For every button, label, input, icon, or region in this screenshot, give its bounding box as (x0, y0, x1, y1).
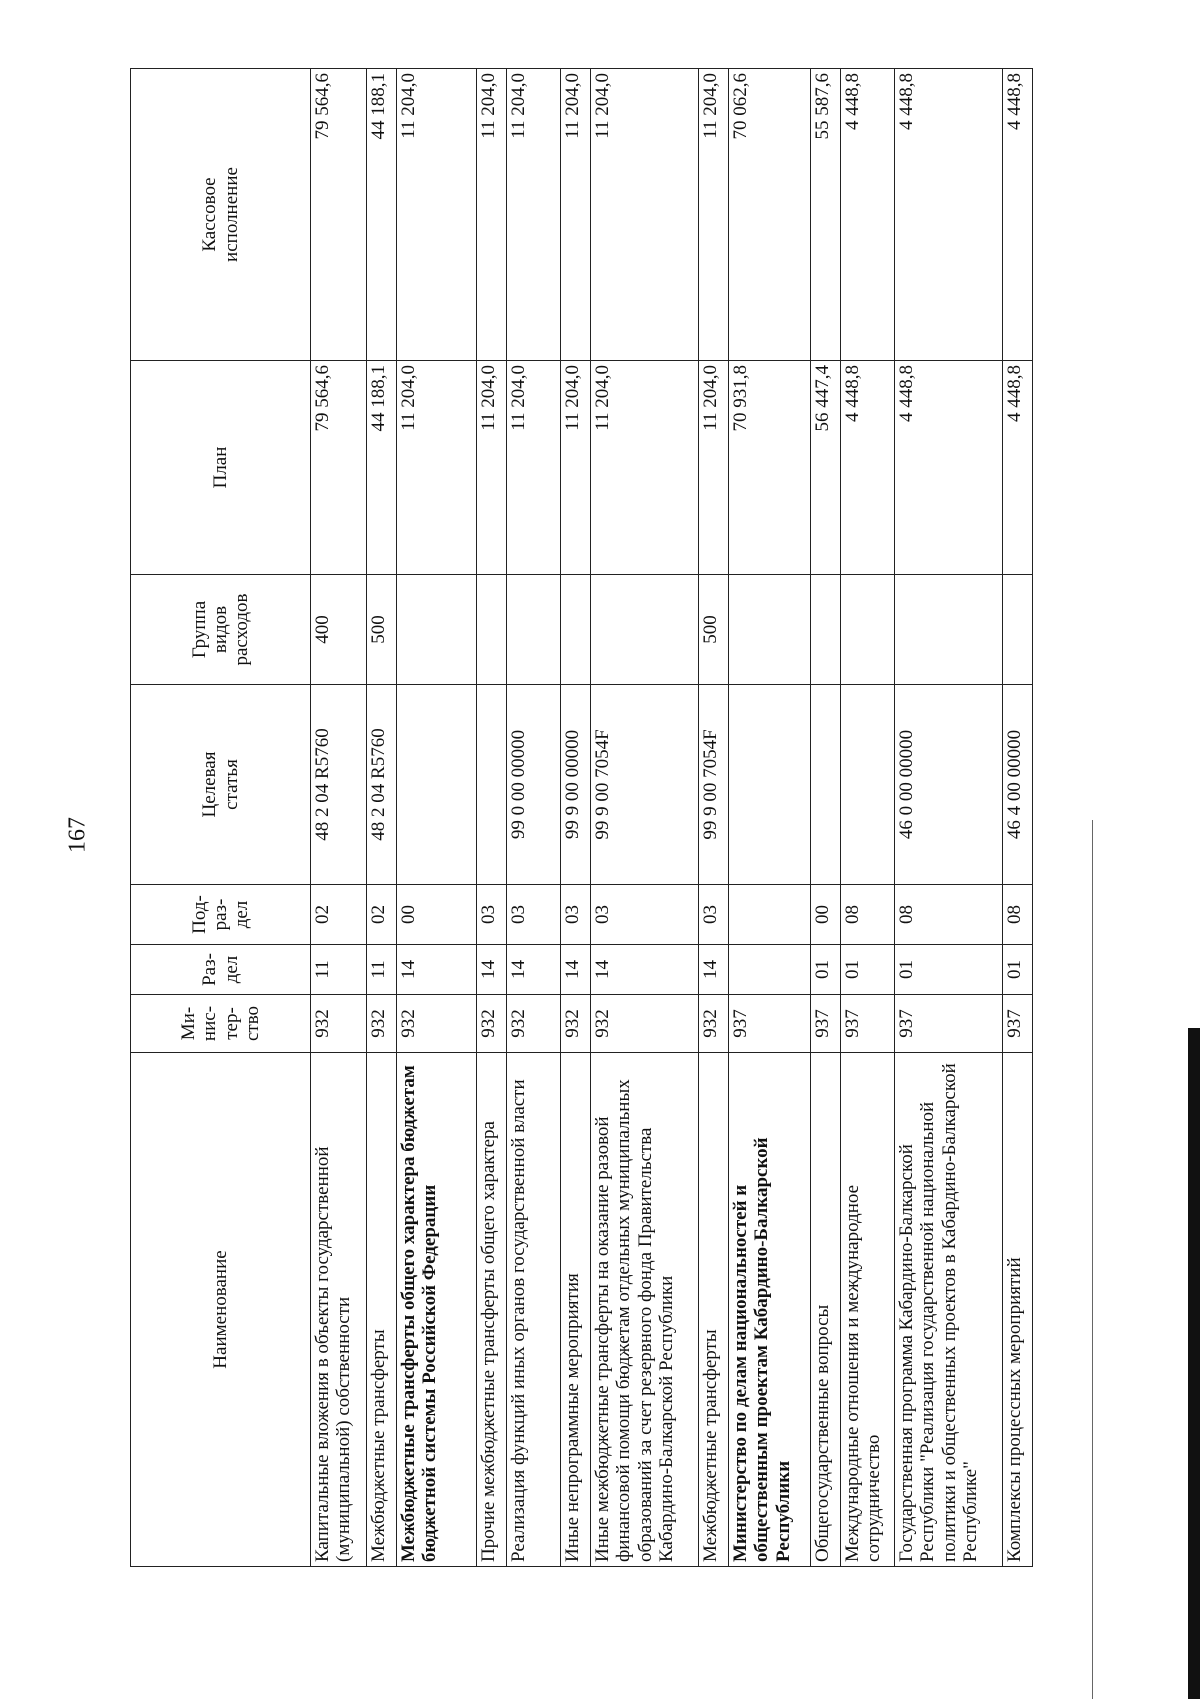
row-group (561, 575, 591, 685)
row-group: 400 (311, 575, 367, 685)
row-ministry: 932 (591, 995, 699, 1053)
row-subsection: 08 (1003, 885, 1033, 945)
row-cash: 55 587,6 (811, 69, 841, 361)
header-name: Наименование (131, 1053, 311, 1567)
row-cash: 11 204,0 (591, 69, 699, 361)
table-row (895, 69, 1003, 1567)
row-name: Комплексы процессных мероприятий (1003, 1053, 1033, 1567)
budget-table (130, 68, 1033, 1567)
row-ministry: 932 (507, 995, 561, 1053)
row-plan: 4 448,8 (1003, 361, 1033, 575)
row-name: Министерство по делам национальностей и общественным проектам Кабардино-Балкарской Республики (729, 1053, 811, 1567)
row-section (729, 945, 811, 995)
rotated-table-container (130, 69, 1060, 1567)
header-section: Раз- дел (131, 945, 311, 995)
row-ministry: 932 (477, 995, 507, 1053)
row-target (397, 685, 477, 885)
row-target (811, 685, 841, 885)
row-plan: 56 447,4 (811, 361, 841, 575)
row-plan: 70 931,8 (729, 361, 811, 575)
row-ministry: 932 (561, 995, 591, 1053)
row-cash: 11 204,0 (699, 69, 729, 361)
row-subsection: 08 (841, 885, 895, 945)
row-subsection: 03 (591, 885, 699, 945)
row-ministry: 932 (311, 995, 367, 1053)
row-section: 14 (507, 945, 561, 995)
row-subsection: 00 (397, 885, 477, 945)
row-name: Иные непрограммные мероприятия (561, 1053, 591, 1567)
row-target: 46 0 00 00000 (895, 685, 1003, 885)
header-subsection: Под- раз- дел (131, 885, 311, 945)
row-ministry: 937 (729, 995, 811, 1053)
row-section: 14 (591, 945, 699, 995)
row-name: Прочие межбюджетные трансферты общего характера (477, 1053, 507, 1567)
table-row (561, 69, 591, 1567)
scan-edge-bar (1188, 1028, 1200, 1699)
table-row (811, 69, 841, 1567)
row-group (397, 575, 477, 685)
row-target (729, 685, 811, 885)
row-plan: 4 448,8 (841, 361, 895, 575)
row-plan: 11 204,0 (477, 361, 507, 575)
row-cash: 4 448,8 (1003, 69, 1033, 361)
row-section: 11 (311, 945, 367, 995)
row-plan: 11 204,0 (397, 361, 477, 575)
row-plan: 79 564,6 (311, 361, 367, 575)
row-section: 14 (397, 945, 477, 995)
row-group (591, 575, 699, 685)
row-name: Иные межбюджетные трансферты на оказание разовой финансовой помощи бюджетам отдельных муниципальных образований за счет резервного фонда Правительства Кабардино-Балкарской Республики (591, 1053, 699, 1567)
row-group (895, 575, 1003, 685)
row-plan: 4 448,8 (895, 361, 1003, 575)
row-plan: 11 204,0 (699, 361, 729, 575)
header-group: Группа видов расходов (131, 575, 311, 685)
row-cash: 11 204,0 (397, 69, 477, 361)
row-cash: 70 062,6 (729, 69, 811, 361)
header-ministry: Ми- нис- тер- ство (131, 995, 311, 1053)
row-target: 48 2 04 R5760 (311, 685, 367, 885)
row-section: 01 (1003, 945, 1033, 995)
row-name: Реализация функций иных органов государственной власти (507, 1053, 561, 1567)
row-group (841, 575, 895, 685)
row-name: Международные отношения и международное сотрудничество (841, 1053, 895, 1567)
row-ministry: 932 (699, 995, 729, 1053)
table-row (507, 69, 561, 1567)
row-subsection: 08 (895, 885, 1003, 945)
row-ministry: 937 (895, 995, 1003, 1053)
row-name: Государственная программа Кабардино-Балкарской Республики "Реализация государственной национальной политики и общественных проектов в Кабардино-Балкарской Республике" (895, 1053, 1003, 1567)
table-row (311, 69, 367, 1567)
row-ministry: 937 (811, 995, 841, 1053)
table-row (699, 69, 729, 1567)
scan-margin-line (1092, 820, 1093, 1699)
row-section: 14 (699, 945, 729, 995)
row-section: 01 (895, 945, 1003, 995)
row-group: 500 (699, 575, 729, 685)
row-cash: 11 204,0 (507, 69, 561, 361)
row-subsection (729, 885, 811, 945)
table-row (729, 69, 811, 1567)
row-section: 01 (811, 945, 841, 995)
row-group: 500 (367, 575, 397, 685)
row-name: Общегосударственные вопросы (811, 1053, 841, 1567)
row-group (507, 575, 561, 685)
header-plan: План (131, 361, 311, 575)
row-target (477, 685, 507, 885)
row-subsection: 02 (367, 885, 397, 945)
row-target: 99 9 00 00000 (561, 685, 591, 885)
row-cash: 4 448,8 (841, 69, 895, 361)
table-row (477, 69, 507, 1567)
row-ministry: 937 (841, 995, 895, 1053)
row-section: 01 (841, 945, 895, 995)
row-plan: 44 188,1 (367, 361, 397, 575)
row-cash: 11 204,0 (561, 69, 591, 361)
row-name: Капитальные вложения в объекты государственной (муниципальной) собственности (311, 1053, 367, 1567)
row-group (811, 575, 841, 685)
row-subsection: 03 (699, 885, 729, 945)
row-ministry: 937 (1003, 995, 1033, 1053)
row-name: Межбюджетные трансферты (699, 1053, 729, 1567)
row-subsection: 02 (311, 885, 367, 945)
row-target: 99 9 00 7054F (699, 685, 729, 885)
row-subsection: 00 (811, 885, 841, 945)
row-subsection: 03 (507, 885, 561, 945)
row-target: 99 9 00 7054F (591, 685, 699, 885)
row-subsection: 03 (477, 885, 507, 945)
table-row (367, 69, 397, 1567)
table-header-row (131, 69, 311, 1567)
row-cash: 11 204,0 (477, 69, 507, 361)
row-name: Межбюджетные трансферты общего характера бюджетам бюджетной системы Российской Федерации (397, 1053, 477, 1567)
table-row (841, 69, 895, 1567)
row-plan: 11 204,0 (561, 361, 591, 575)
row-plan: 11 204,0 (507, 361, 561, 575)
row-ministry: 932 (397, 995, 477, 1053)
row-section: 14 (561, 945, 591, 995)
row-target: 46 4 00 00000 (1003, 685, 1033, 885)
table-row (591, 69, 699, 1567)
row-target: 48 2 04 R5760 (367, 685, 397, 885)
page-number: 167 (64, 817, 91, 853)
row-subsection: 03 (561, 885, 591, 945)
row-group (477, 575, 507, 685)
header-target: Целевая статья (131, 685, 311, 885)
row-section: 11 (367, 945, 397, 995)
table-row (1003, 69, 1033, 1567)
row-group (1003, 575, 1033, 685)
row-cash: 79 564,6 (311, 69, 367, 361)
row-plan: 11 204,0 (591, 361, 699, 575)
row-section: 14 (477, 945, 507, 995)
row-cash: 4 448,8 (895, 69, 1003, 361)
row-target (841, 685, 895, 885)
row-group (729, 575, 811, 685)
table-row (397, 69, 477, 1567)
row-cash: 44 188,1 (367, 69, 397, 361)
row-name: Межбюджетные трансферты (367, 1053, 397, 1567)
row-target: 99 0 00 00000 (507, 685, 561, 885)
row-ministry: 932 (367, 995, 397, 1053)
header-cash: Кассовое исполнение (131, 69, 311, 361)
